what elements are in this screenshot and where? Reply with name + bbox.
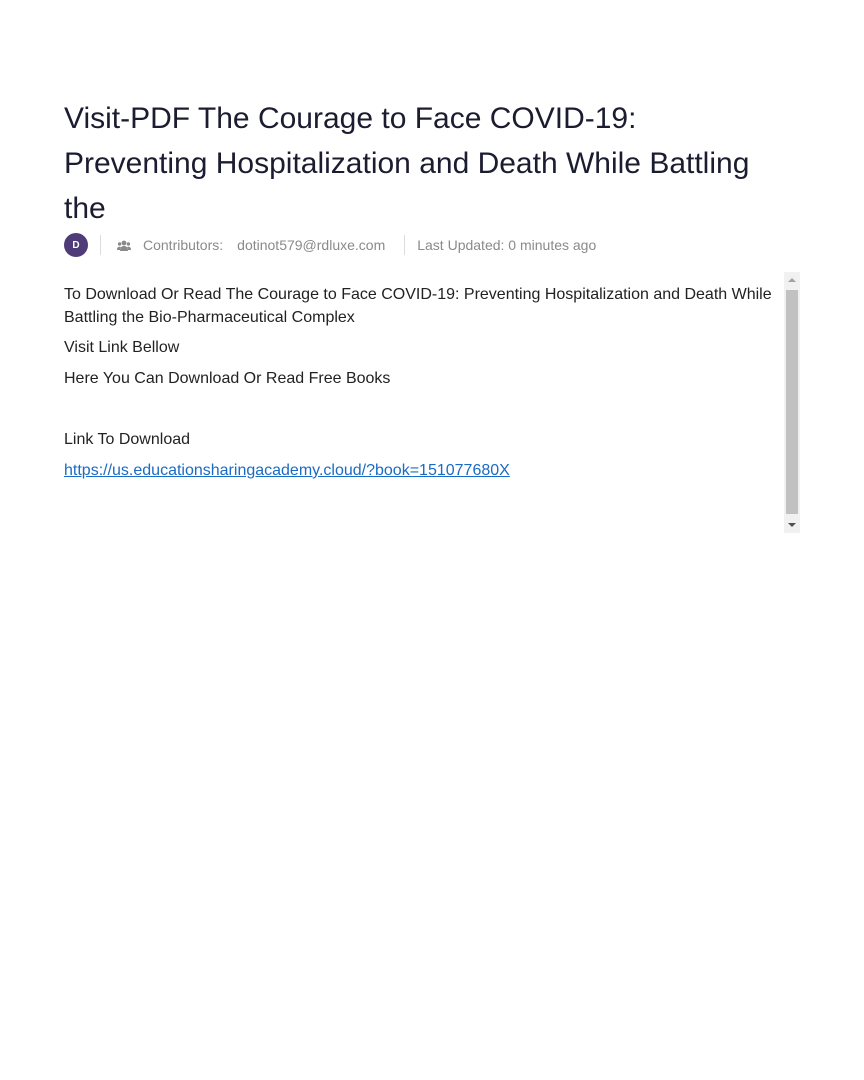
avatar[interactable]: D	[64, 233, 88, 257]
scroll-down-button[interactable]	[784, 517, 800, 533]
page-title: Visit-PDF The Courage to Face COVID-19: Preventing Hospitalization and Death While Battling the	[64, 102, 750, 225]
arrow-down-icon	[788, 523, 796, 527]
arrow-up-icon	[788, 278, 796, 282]
divider	[404, 235, 405, 255]
intro-paragraph: To Download Or Read The Courage to Face COVID-19: Preventing Hospitalization and Death While Battling the Bio-Pharmaceutical Complex	[64, 286, 772, 326]
download-link[interactable]: https://us.educationsharingacademy.cloud/?book=151077680X	[64, 462, 510, 479]
meta-bar	[64, 233, 596, 257]
contributors-label: Contributors:	[143, 237, 224, 253]
link-to-download-text: Link To Download	[64, 431, 191, 448]
content-body	[64, 272, 778, 482]
users-icon	[117, 239, 131, 251]
scrollbar-thumb[interactable]	[786, 290, 798, 514]
free-books-text: Here You Can Download Or Read Free Books	[64, 370, 391, 387]
scroll-up-button[interactable]	[784, 272, 800, 288]
last-updated: Last Updated: 0 minutes ago	[417, 237, 597, 253]
visit-link-text: Visit Link Bellow	[64, 339, 180, 356]
scrollbar[interactable]	[784, 272, 800, 533]
divider	[100, 235, 101, 255]
contributor-email[interactable]: dotinot579@rdluxe.com	[237, 237, 386, 253]
document-content[interactable]	[64, 272, 800, 533]
